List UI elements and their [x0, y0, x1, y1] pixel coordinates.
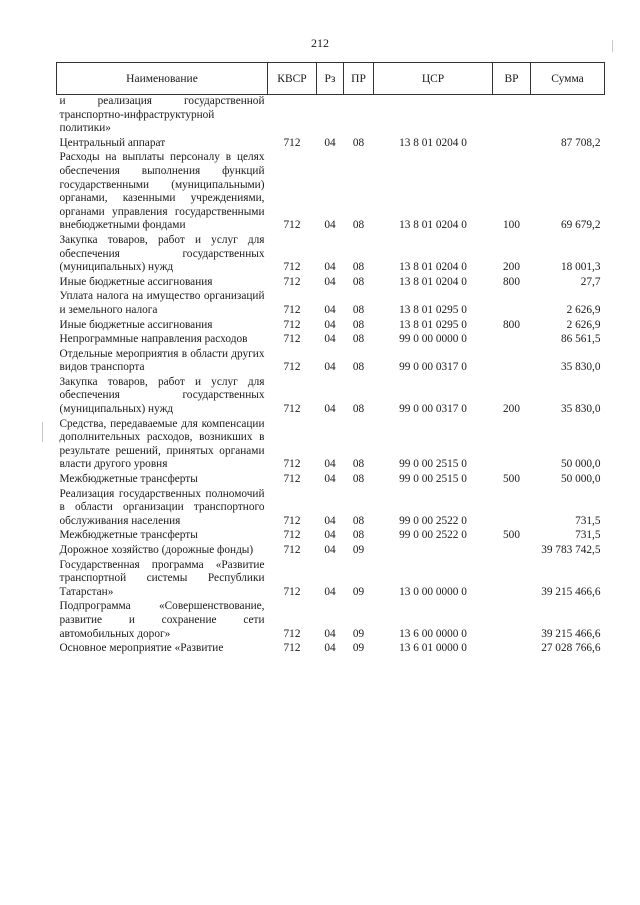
table-row [57, 544, 605, 559]
cell-kvsr: 712 [283, 275, 301, 288]
cell-sum: 87 708,2 [560, 136, 601, 149]
cell-name: Средства, передаваемые для компенсации дополнительных расходов, возникших в результате решений, принятых органами власти другого уровня [59, 417, 265, 471]
cell-pr: 08 [352, 136, 365, 149]
table-row [57, 319, 605, 334]
table-header [57, 63, 605, 95]
cell-sum: 18 001,3 [560, 261, 601, 274]
cell-name: Закупка товаров, работ и услуг для обеспечения государственных (муниципальных) нужд [59, 375, 265, 416]
cell-vr: 100 [503, 219, 520, 232]
cell-vr: 200 [503, 261, 520, 274]
cell-pr: 09 [352, 627, 365, 640]
cell-kvsr: 712 [283, 333, 301, 346]
cell-kvsr: 712 [283, 473, 301, 486]
cell-kvsr: 712 [283, 585, 301, 598]
cell-sum: 27,7 [580, 275, 601, 288]
cell-kvsr: 712 [283, 361, 301, 374]
cell-pr [344, 95, 374, 137]
cell-csr: 13 8 01 0295 0 [399, 303, 467, 316]
cell-rz: 04 [324, 473, 336, 486]
table-row [57, 529, 605, 544]
cell-name: Непрограммные направления расходов [59, 333, 248, 346]
cell-rz: 04 [324, 642, 336, 655]
cell-csr: 13 8 01 0204 0 [399, 275, 467, 288]
cell-rz: 04 [324, 275, 336, 288]
cell-vr [493, 290, 531, 318]
cell-pr: 08 [352, 261, 365, 274]
cell-csr: 99 0 00 2522 0 [399, 529, 467, 542]
table-row [57, 333, 605, 348]
cell-sum [531, 95, 605, 137]
cell-kvsr: 712 [283, 403, 301, 416]
cell-csr: 99 0 00 2522 0 [399, 514, 467, 527]
cell-name: Реализация государственных полномочий в области организации транспортного обслуживания населения [59, 487, 265, 527]
cell-kvsr: 712 [283, 261, 301, 274]
cell-csr: 99 0 00 0317 0 [399, 403, 467, 416]
cell-csr [374, 544, 493, 559]
cell-kvsr: 712 [283, 642, 301, 655]
table-row [57, 488, 605, 530]
table-row [57, 137, 605, 152]
cell-vr: 200 [503, 403, 520, 416]
cell-csr: 99 0 00 0317 0 [399, 361, 467, 374]
cell-csr: 99 0 00 2515 0 [399, 473, 467, 486]
cell-vr [493, 95, 531, 137]
cell-sum: 2 626,9 [566, 318, 601, 331]
cell-rz: 04 [324, 318, 336, 331]
table-row [57, 559, 605, 601]
cell-sum: 27 028 766,6 [541, 642, 601, 655]
cell-vr [493, 348, 531, 376]
cell-csr: 13 8 01 0204 0 [399, 219, 467, 232]
cell-pr: 08 [352, 333, 365, 346]
cell-kvsr: 712 [283, 627, 301, 640]
cell-kvsr: 712 [283, 544, 301, 556]
cell-rz [317, 95, 344, 137]
cell-vr [493, 137, 531, 152]
table-row [57, 418, 605, 473]
cell-rz: 04 [324, 219, 336, 232]
cell-name: Межбюджетные трансферты [59, 529, 198, 542]
cell-sum: 50 000,0 [560, 473, 601, 486]
header-vr: ВР [493, 63, 531, 95]
cell-sum: 2 626,9 [566, 303, 601, 316]
cell-vr [493, 544, 531, 559]
cell-vr [493, 559, 531, 601]
cell-pr: 08 [352, 318, 365, 331]
cell-csr: 13 8 01 0204 0 [399, 136, 467, 149]
cell-name: Отдельные мероприятия в области других видов транспорта [59, 347, 265, 374]
cell-vr [493, 642, 531, 657]
cell-name: Закупка товаров, работ и услуг для обеспечения государственных (муниципальных) нужд [59, 233, 265, 274]
cell-rz: 04 [324, 529, 336, 542]
cell-name: Центральный аппарат [59, 136, 166, 149]
cell-sum: 69 679,2 [560, 219, 601, 232]
scan-mark [42, 422, 43, 442]
cell-sum: 39 215 466,6 [541, 627, 601, 640]
cell-csr: 13 6 01 0000 0 [399, 642, 467, 655]
cell-pr: 09 [352, 585, 365, 598]
cell-rz: 04 [324, 333, 336, 346]
cell-rz: 04 [324, 585, 336, 598]
table-row [57, 376, 605, 418]
cell-pr: 08 [352, 303, 365, 316]
cell-sum: 86 561,5 [560, 333, 601, 346]
cell-name: Государственная программа «Развитие транспортной системы Республики Татарстан» [59, 558, 265, 598]
cell-rz: 04 [324, 136, 336, 149]
cell-kvsr: 712 [283, 136, 301, 149]
cell-pr: 08 [352, 458, 365, 471]
cell-pr: 08 [352, 219, 365, 232]
cell-pr: 08 [352, 514, 365, 527]
cell-csr: 13 8 01 0295 0 [399, 318, 467, 331]
cell-kvsr: 712 [283, 219, 301, 232]
cell-sum: 731,5 [575, 514, 601, 527]
cell-pr: 08 [352, 275, 365, 288]
cell-pr: 09 [352, 642, 365, 655]
cell-pr: 09 [352, 544, 365, 556]
cell-kvsr: 712 [283, 303, 301, 316]
cell-csr: 13 6 00 0000 0 [399, 627, 467, 640]
table-row [57, 290, 605, 318]
cell-kvsr [268, 95, 317, 137]
header-csr: ЦСР [374, 63, 493, 95]
cell-name: Расходы на выплаты персоналу в целях обеспечения выполнения функций государственными (муниципальными) органами, казенными учреждениями, органами управления государственными внебюджетными фондами [59, 151, 265, 232]
table-row [57, 473, 605, 488]
cell-sum: 35 830,0 [560, 403, 601, 416]
header-pr: ПР [344, 63, 374, 95]
cell-sum: 35 830,0 [560, 361, 601, 374]
header-rz: Рз [317, 63, 344, 95]
cell-csr [374, 95, 493, 137]
table-body [57, 95, 605, 657]
cell-csr: 99 0 00 0000 0 [399, 333, 467, 346]
cell-csr: 13 0 00 0000 0 [399, 585, 467, 598]
cell-rz: 04 [324, 361, 336, 374]
header-sum: Сумма [531, 63, 605, 95]
table-row [57, 151, 605, 234]
page-number: 212 [311, 36, 329, 50]
cell-pr: 08 [352, 403, 365, 416]
cell-kvsr: 712 [283, 318, 301, 331]
cell-kvsr: 712 [283, 514, 301, 527]
cell-rz: 04 [324, 303, 336, 316]
cell-vr: 800 [503, 318, 520, 331]
cell-vr [493, 333, 531, 348]
cell-kvsr: 712 [283, 458, 301, 471]
cell-vr [493, 418, 531, 473]
cell-rz: 04 [324, 627, 336, 640]
header-name: Наименование [57, 63, 268, 95]
cell-name: Иные бюджетные ассигнования [59, 318, 213, 331]
cell-rz: 04 [324, 403, 336, 416]
cell-pr: 08 [352, 473, 365, 486]
cell-kvsr: 712 [283, 529, 301, 542]
cell-rz: 04 [324, 514, 336, 527]
cell-csr: 13 8 01 0204 0 [399, 261, 467, 274]
cell-sum: 731,5 [575, 529, 601, 542]
cell-sum: 39 783 742,5 [541, 544, 601, 556]
header-kvsr: КВСР [268, 63, 317, 95]
cell-name: Межбюджетные трансферты [59, 473, 198, 486]
cell-vr: 500 [503, 473, 520, 486]
cell-pr: 08 [352, 529, 365, 542]
table-row [57, 234, 605, 276]
table-row [57, 348, 605, 376]
budget-table [56, 62, 605, 657]
cell-vr: 800 [503, 275, 520, 288]
cell-vr [493, 600, 531, 642]
cell-pr: 08 [352, 361, 365, 374]
table-row [57, 276, 605, 291]
cell-name: и реализация государственной транспортно-инфраструктурной политики» [59, 95, 265, 135]
table-row [57, 642, 605, 657]
scan-mark [612, 40, 613, 52]
cell-vr [493, 488, 531, 530]
cell-csr: 99 0 00 2515 0 [399, 458, 467, 471]
table-row [57, 600, 605, 642]
cell-name: Иные бюджетные ассигнования [59, 275, 213, 288]
cell-name: Основное мероприятие «Развитие [59, 642, 224, 655]
cell-name: Уплата налога на имущество организаций и земельного налога [59, 290, 265, 316]
cell-name: Дорожное хозяйство (дорожные фонды) [59, 544, 254, 556]
cell-sum: 50 000,0 [560, 458, 601, 471]
cell-sum: 39 215 466,6 [541, 585, 601, 598]
cell-rz: 04 [324, 458, 336, 471]
cell-vr: 500 [503, 529, 520, 542]
table-row [57, 95, 605, 137]
cell-rz: 04 [324, 544, 336, 556]
cell-name: Подпрограмма «Совершенствование, развитие и сохранение сети автомобильных дорог» [59, 600, 265, 640]
cell-rz: 04 [324, 261, 336, 274]
